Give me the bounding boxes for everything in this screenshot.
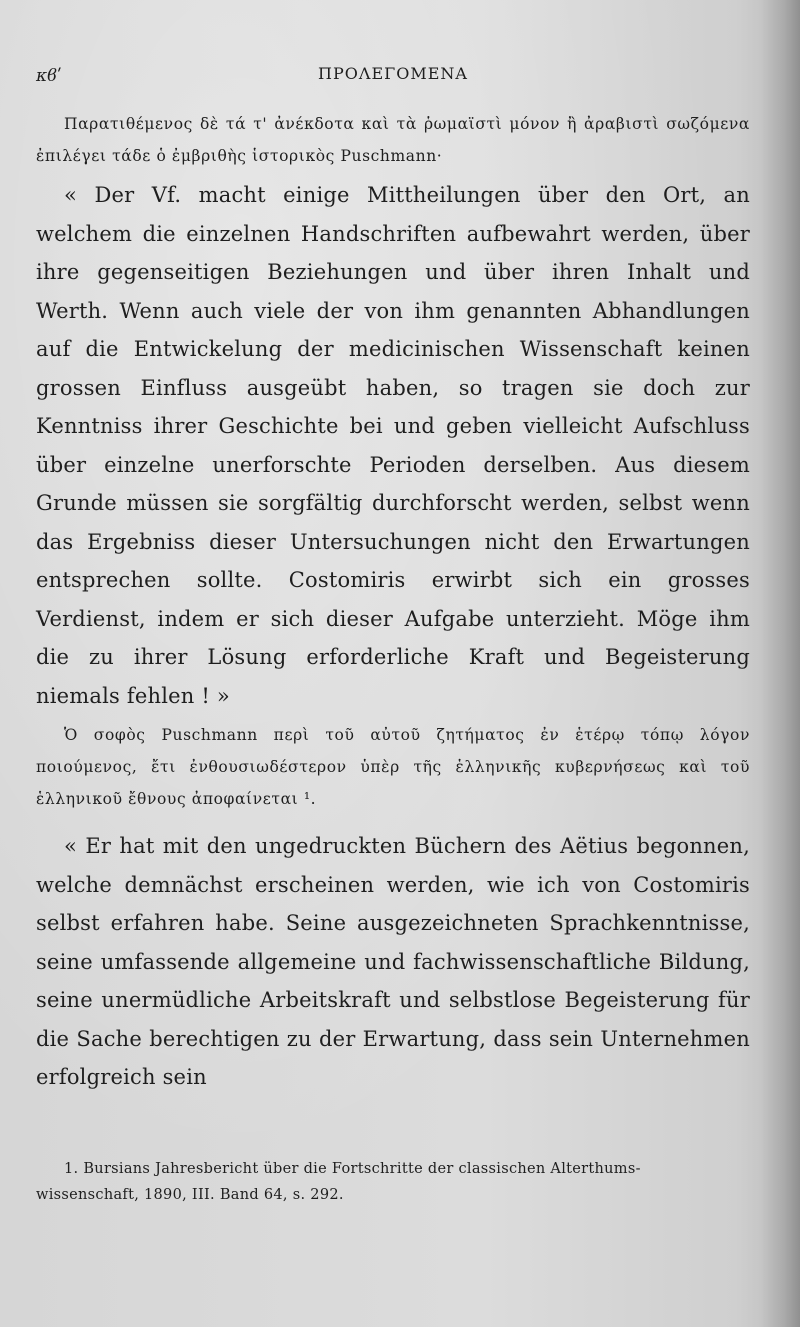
footnote-line-1: 1. Bursians Jahresbericht über die Fortschritte der classischen Alterthums- <box>64 1161 641 1177</box>
page-body <box>36 108 750 1097</box>
folio-number: κϐʹ <box>36 66 62 86</box>
greek-paragraph-intro: Παρατιθέμενος δὲ τά τ' ἀνέκδοτα καὶ τὰ ῥωμαϊστὶ μόνον ἢ ἀραβιστὶ σωζόμενα ἐπιλέγει τάδε ὁ ἐμβριθὴς ἱστορικὸς Puschmann· <box>36 115 750 165</box>
german-quote-paragraph-2: « Er hat mit den ungedruckten Büchern des Aëtius begonnen, welche demnächst erscheinen werden, wie ich von Costomiris selbst erfahren habe. Seine ausgezeichneten Sprachkenntnisse, seine umfassende allgemeine und fachwissenschaftliche Bildung, seine unermüdliche Arbeitskraft und selbstlose Begeisterung für die Sache berechtigen zu der Erwartung, dass sein Unternehmen erfolgreich sein <box>36 834 750 1089</box>
page-header <box>36 64 750 90</box>
running-title: ΠΡΟΛΕΓΟΜΕΝΑ <box>318 64 468 83</box>
spine-shadow <box>760 0 800 1327</box>
footnote-line-2: wissenschaft, 1890, III. Band 64, s. 292. <box>36 1187 344 1203</box>
german-quote-paragraph-1: « Der Vf. macht einige Mittheilungen über den Ort, an welchem die einzelnen Handschriften aufbewahrt werden, über ihre gegenseitigen Beziehungen und über ihren Inhalt und Werth. Wenn auch viele der von ihm genannten Abhandlungen auf die Entwickelung der medicinischen Wissenschaft keinen grossen Einfluss ausgeübt haben, so tragen sie doch zur Kenntniss ihrer Geschichte bei und geben vielleicht Aufschluss über einzelne unerforschte Perioden derselben. Aus diesem Grunde müssen sie sorgfältig durchforscht werden, selbst wenn das Ergebniss dieser Untersuchungen nicht den Erwartungen entsprechen sollte. Costomiris erwirbt sich ein grosses Verdienst, indem er sich dieser Aufgabe unterzieht. Möge ihm die zu ihrer Lösung erforderliche Kraft und Begeisterung niemals fehlen ! » <box>36 183 750 708</box>
greek-paragraph-transition: Ὁ σοφὸς Puschmann περὶ τοῦ αὐτοῦ ζητήματος ἐν ἑτέρῳ τόπῳ λόγον ποιούμενος, ἔτι ἐνθουσιωδέστερον ὑπὲρ τῆς ἑλληνικῆς κυβερνήσεως καὶ τοῦ ἑλληνικοῦ ἔθνους ἀποφαίνεται ¹. <box>36 726 750 808</box>
footnote <box>36 1156 750 1208</box>
